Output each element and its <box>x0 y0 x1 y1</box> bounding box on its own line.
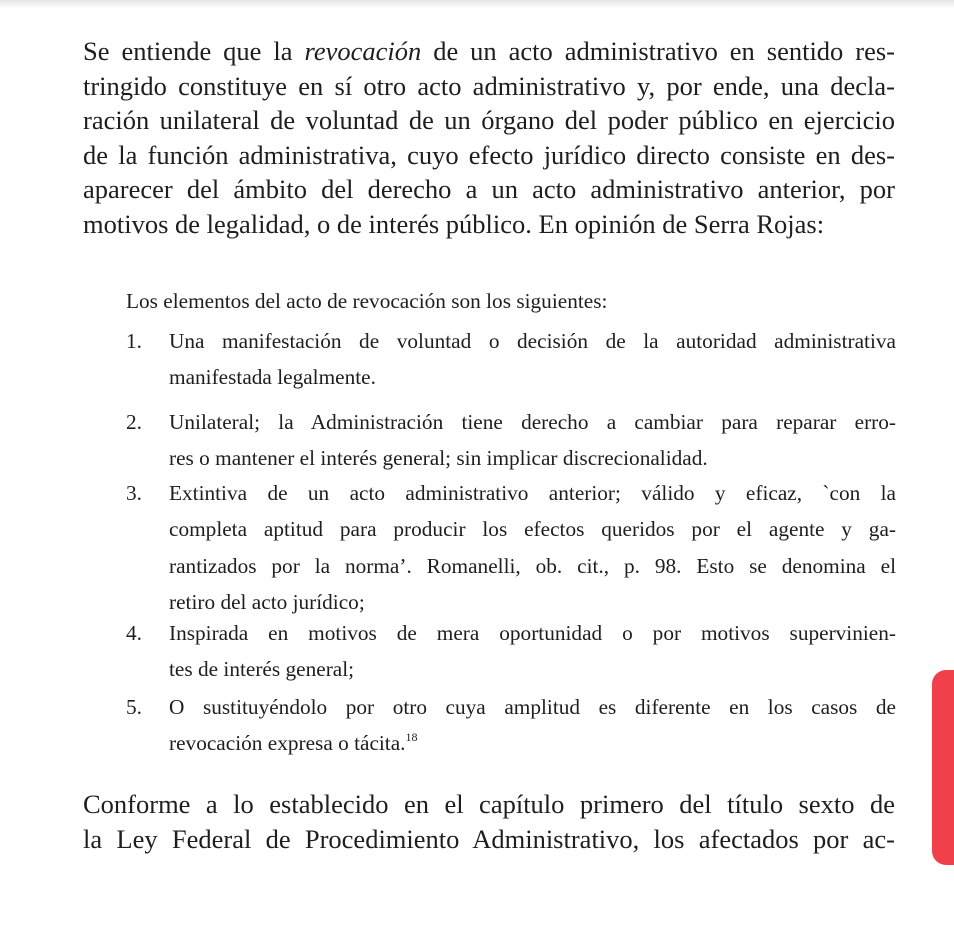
list-item-body <box>169 404 896 477</box>
list-item-line: Inspirada en motivos de mera oportunidad o por motivos supervinien- <box>169 621 896 645</box>
paragraph-2 <box>83 787 895 856</box>
paragraph-line: de la función administrativa, cuyo efecto jurídico directo consiste en des- <box>83 139 895 170</box>
page-top-shadow <box>0 0 954 8</box>
quote-intro: Los elementos del acto de revocación son los siguientes: <box>126 289 608 313</box>
list-item-line: Extintiva de un acto administrativo anterior; válido y eficaz, `con la <box>169 481 896 505</box>
list-item-number: 5. <box>126 695 142 719</box>
list-item-line: tes de interés general; <box>169 657 355 682</box>
footnote-marker[interactable]: 18 <box>405 730 418 745</box>
paragraph-line: tringido constituye en sí otro acto administrativo y, por ende, una decla- <box>83 70 895 101</box>
list-item-line: rantizados por la norma’. Romanelli, ob. cit., p. 98. Esto se denomina el <box>169 553 896 578</box>
list-item-line: retiro del acto jurídico; <box>169 590 365 615</box>
side-scroll-tab[interactable] <box>932 670 954 865</box>
paragraph-line: Se entiende que la revocación de un acto administrativo en sentido res- <box>83 36 895 66</box>
list-item-line: O sustituyéndolo por otro cuya amplitud es diferente en los casos de <box>169 695 896 719</box>
paragraph-line: motivos de legalidad, o de interés público. En opinión de Serra Rojas: <box>83 208 825 239</box>
list-item-line: completa aptitud para producir los efectos queridos por el agente y ga- <box>169 517 896 542</box>
list-item-line: Una manifestación de voluntad o decisión de la autoridad administrativa <box>169 329 896 353</box>
list-item-body <box>169 475 896 621</box>
list-item-line: manifestada legalmente. <box>169 365 376 390</box>
list-item-number: 2. <box>126 410 142 434</box>
italic-term: revocación <box>304 36 422 66</box>
list-item-number: 4. <box>126 621 142 645</box>
paragraph-1 <box>83 34 895 241</box>
list-item-body <box>169 615 896 688</box>
list-item-body <box>169 689 896 762</box>
list-item-number: 1. <box>126 329 142 353</box>
list-item-line: res o mantener el interés general; sin implicar discrecionalidad. <box>169 446 708 471</box>
list-item-body <box>169 323 896 396</box>
paragraph-line: ración unilateral de voluntad de un órgano del poder público en ejercicio <box>83 105 895 135</box>
list-item-number: 3. <box>126 481 142 505</box>
list-item-line: revocación expresa o tácita.$^{18}$ <box>169 730 418 756</box>
paragraph-line: aparecer del ámbito del derecho a un acto administrativo anterior, por <box>83 174 895 204</box>
paragraph-line: la Ley Federal de Procedimiento Administrativo, los afectados por ac- <box>83 823 895 854</box>
list-item-line: Unilateral; la Administración tiene derecho a cambiar para reparar erro- <box>169 410 896 434</box>
paragraph-line: Conforme a lo establecido en el capítulo primero del título sexto de <box>83 789 895 819</box>
